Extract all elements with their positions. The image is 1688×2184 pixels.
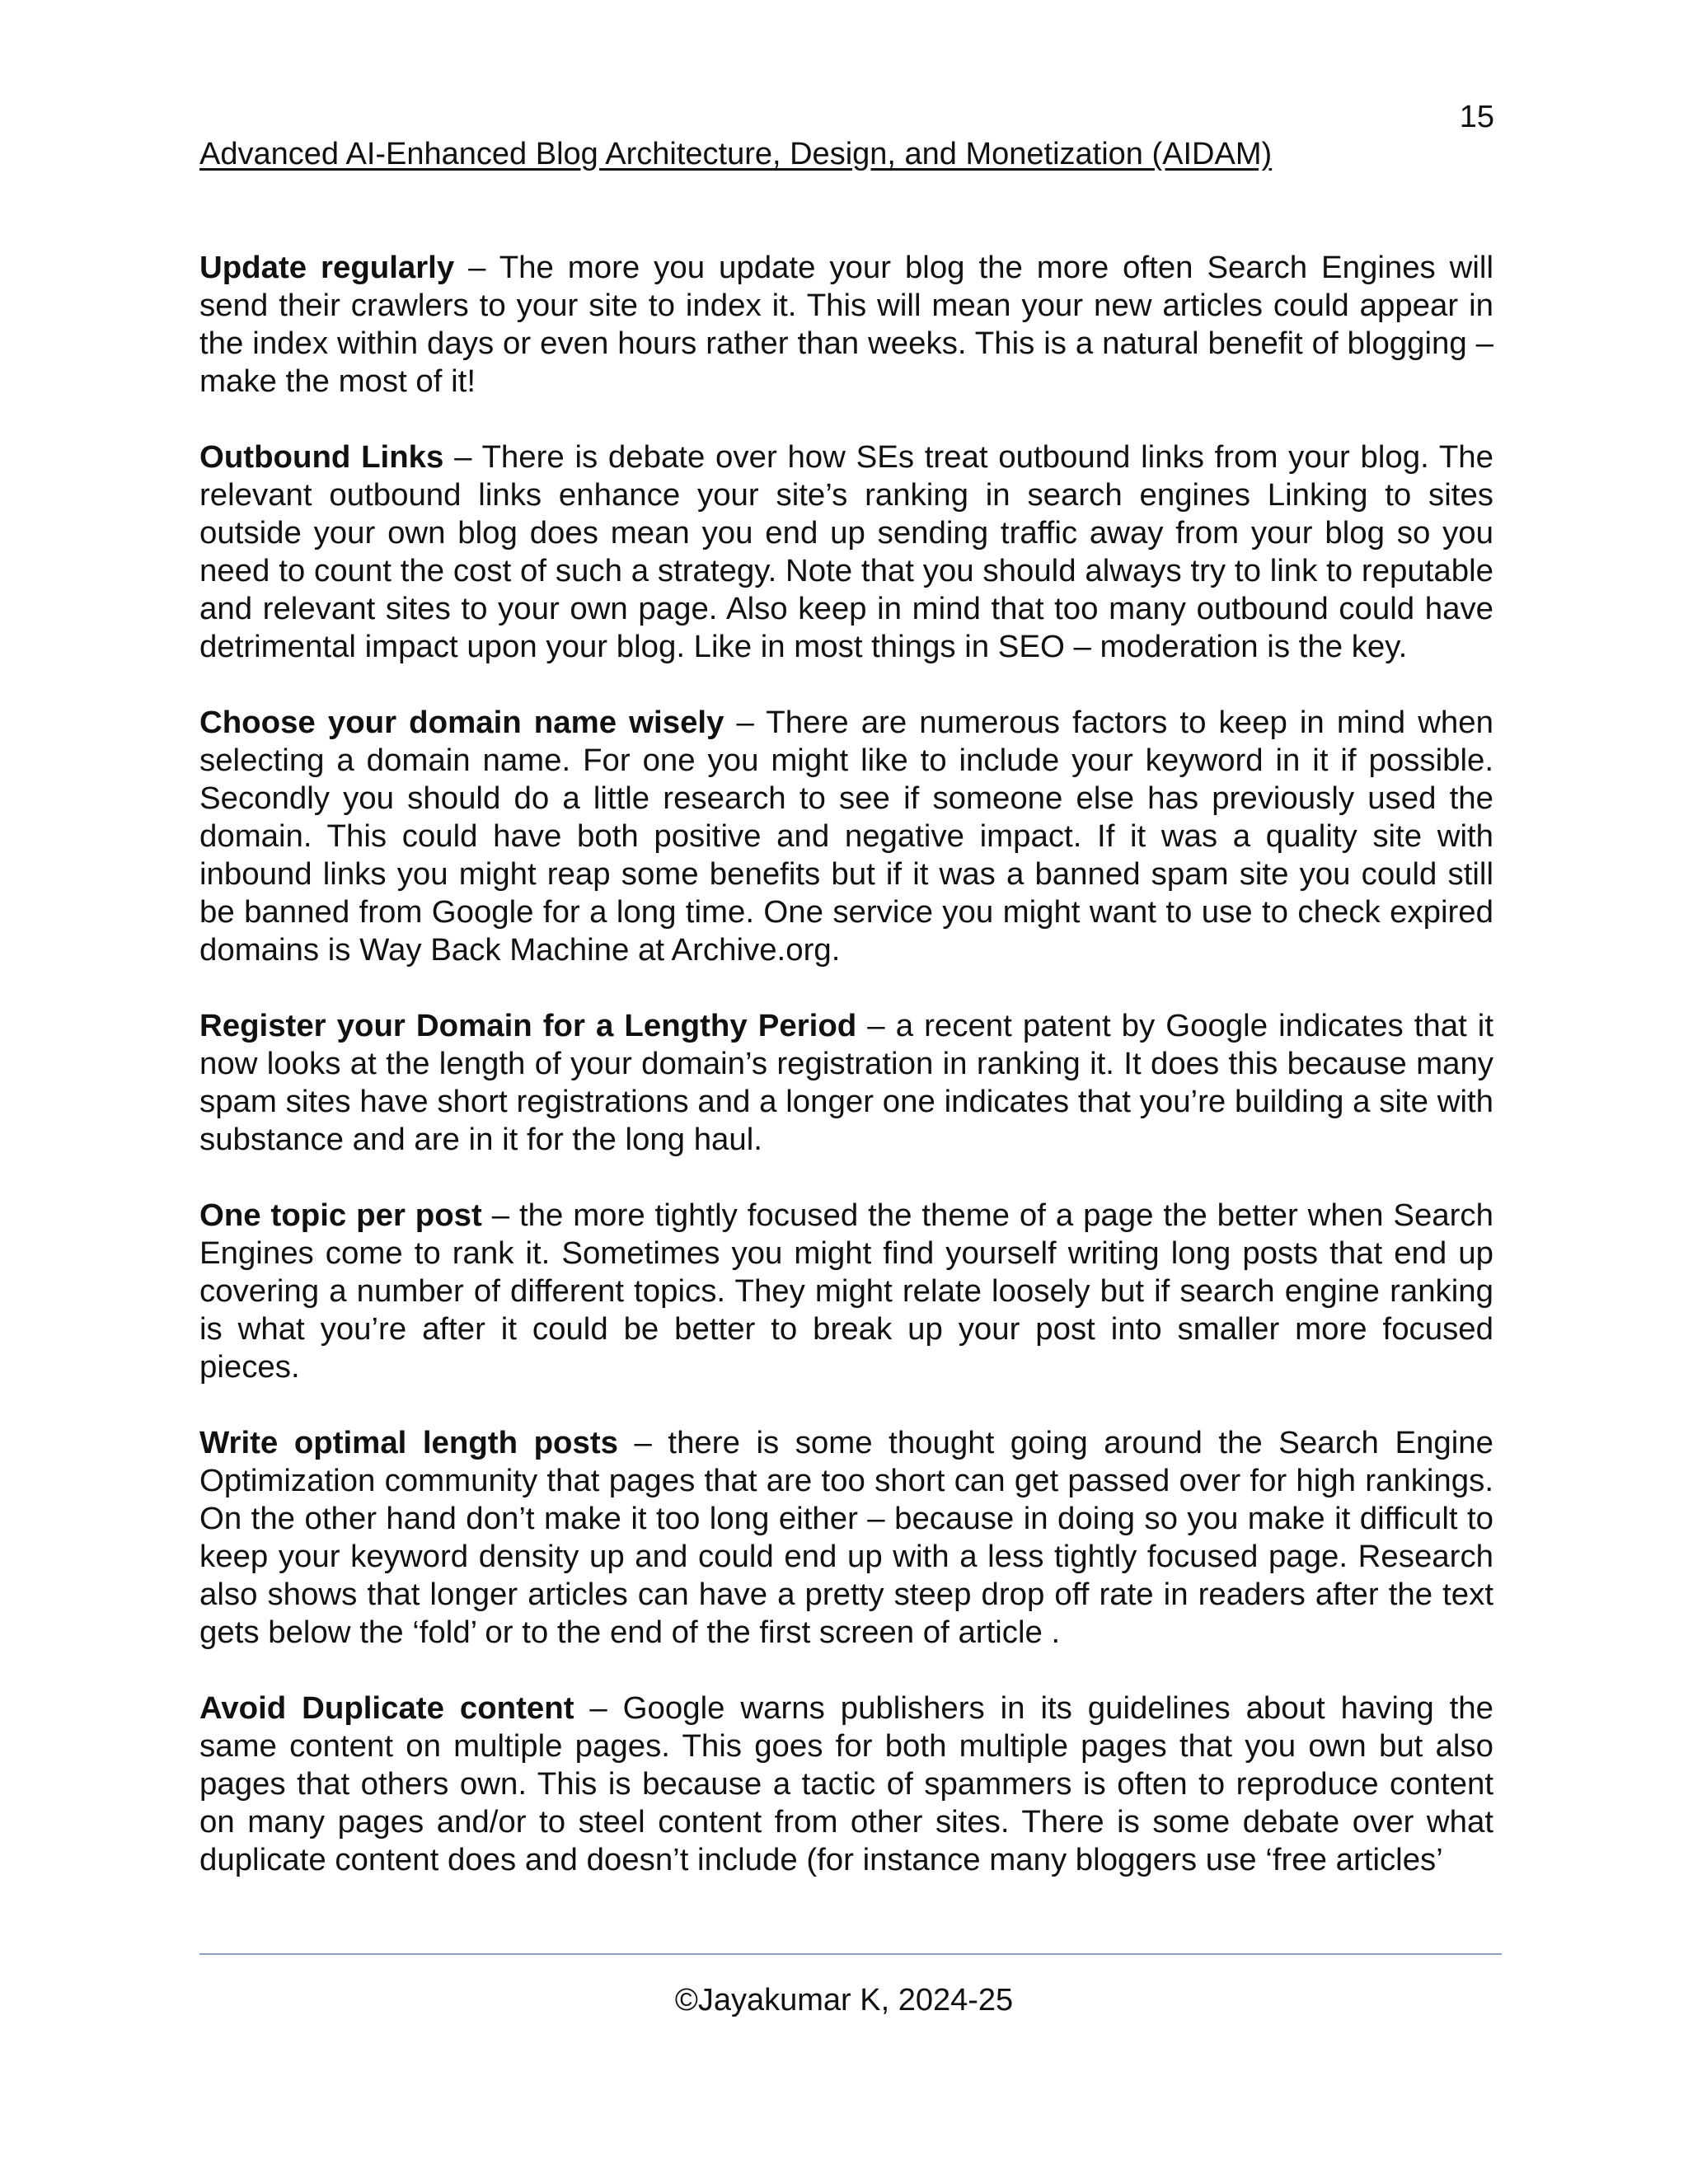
paragraph-duplicate-content: [199, 1690, 1493, 1879]
paragraph-text: – The more you update your blog the more often Search Engines will send their crawlers to your site to index it. This will mean your new articles could appear in the index within days or even hours rather than weeks. This is a natural benefit of blogging – make the most of it!: [199, 250, 1493, 399]
footer-divider: [199, 1953, 1502, 1955]
paragraph-term: One topic per post: [199, 1197, 482, 1233]
paragraph-term: Avoid Duplicate content: [199, 1690, 574, 1726]
paragraph-text: – Google warns publishers in its guidelines about having the same content on multiple pages. This goes for both multiple pages that you own but also pages that others own. This is because a tactic of spammers is often to reproduce content on many pages and/or to steel content from other sites. There is some debate over what duplicate content does and doesn’t include (for instance many bloggers use ‘free articles’: [199, 1690, 1493, 1877]
paragraph-term: Choose your domain name wisely: [199, 705, 724, 740]
paragraph-one-topic: [199, 1197, 1493, 1386]
paragraph-term: Outbound Links: [199, 439, 444, 475]
paragraph-term: Update regularly: [199, 250, 455, 285]
page-body: [199, 249, 1493, 1917]
paragraph-text: – there is some thought going around the Search Engine Optimization community that pages that are too short can get passed over for high rankings. On the other hand don’t make it too long either – because in doing so you make it difficult to keep your keyword density up and could end up with a less tightly focused page. Research also shows that longer articles can have a pretty steep drop off rate in readers after the text gets below the ‘fold’ or to the end of the first screen of article .: [199, 1425, 1493, 1650]
paragraph-term: Register your Domain for a Lengthy Period: [199, 1008, 857, 1043]
paragraph-optimal-length: [199, 1424, 1493, 1652]
paragraph-text: – a recent patent by Google indicates that it now looks at the length of your domain’s registration in ranking it. It does this because many spam sites have short registrations and a longer one indicates that you’re building a site with substance and are in it for the long haul.: [199, 1008, 1493, 1157]
page-number: 15: [1459, 100, 1494, 134]
running-header: Advanced AI-Enhanced Blog Architecture, Design, and Monetization (AIDAM): [199, 137, 1273, 171]
paragraph-text: – There is debate over how SEs treat outbound links from your blog. The relevant outbound links enhance your site’s ranking in search engines Linking to sites outside your own blog does mean you end up sending traffic away from your blog so you need to count the cost of such a strategy. Note that you should always try to link to reputable and relevant sites to your own page. Also keep in mind that too many outbound could have detrimental impact upon your blog. Like in most things in SEO – moderation is the key.: [199, 439, 1493, 664]
paragraph-register-domain: [199, 1007, 1493, 1159]
paragraph-domain-name: [199, 704, 1493, 969]
paragraph-text: – the more tightly focused the theme of a page the better when Search Engines come to rank it. Sometimes you might find yourself writing long posts that end up covering a number of different topics. They might relate loosely but if search engine ranking is what you’re after it could be better to break up your post into smaller more focused pieces.: [199, 1197, 1493, 1385]
paragraph-update-regularly: [199, 249, 1493, 401]
footer-copyright: ©Jayakumar K, 2024-25: [674, 1983, 1014, 2018]
paragraph-outbound-links: [199, 438, 1493, 666]
paragraph-term: Write optimal length posts: [199, 1425, 618, 1460]
paragraph-text: – There are numerous factors to keep in mind when selecting a domain name. For one you might like to include your keyword in it if possible. Secondly you should do a little research to see if someone else has previously used the domain. This could have both positive and negative impact. If it was a quality site with inbound links you might reap some benefits but if it was a banned spam site you could still be banned from Google for a long time. One service you might want to use to check expired domains is Way Back Machine at Archive.org.: [199, 705, 1493, 968]
